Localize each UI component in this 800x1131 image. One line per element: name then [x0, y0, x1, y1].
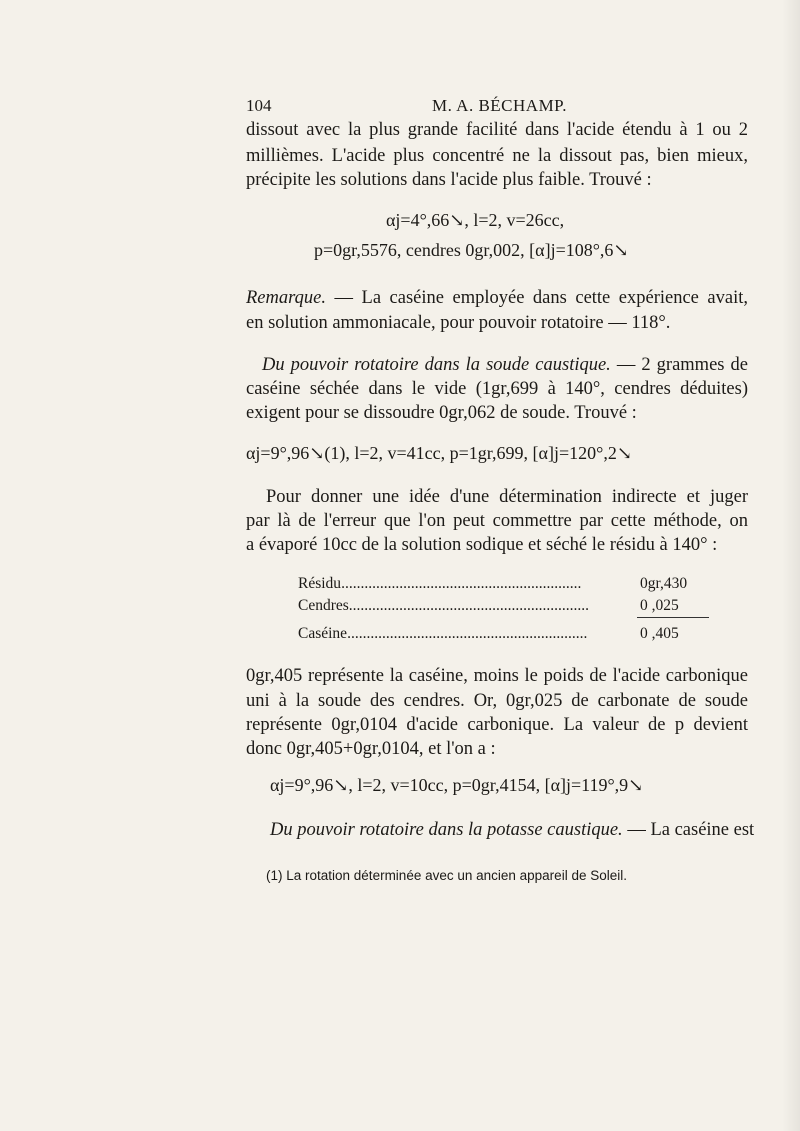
para4-line2: uni à la soude des cendres. Or, 0gr,025 de carbonate de soude [246, 691, 748, 711]
soude-title: Du pouvoir rotatoire dans la soude caustique. [262, 355, 611, 375]
potasse-title: Du pouvoir rotatoire dans la potasse caustique. [270, 820, 623, 840]
soude-text: — 2 grammes de [610, 355, 748, 375]
table-value-cendres: 0 ,025 [640, 597, 679, 614]
sum-rule [637, 617, 709, 618]
para3-line3: a évaporé 10cc de la solution sodique et séché le résidu à 140° : [246, 535, 718, 555]
table-row-residu: Résidu.............................................................. [298, 575, 582, 592]
remarque-line1 [246, 285, 748, 311]
para4-line3: représente 0gr,0104 d'acide carbonique. La valeur de p devient [246, 715, 748, 735]
para1-line2: millièmes. L'acide plus concentré ne la dissout pas, bien mieux, [246, 146, 748, 166]
table-row-caseine: Caséine.............................................................. [298, 625, 588, 642]
page-edge-shadow [782, 0, 800, 1131]
equation-2: αj=9°,96↘(1), l=2, v=41cc, p=1gr,699, [α]j=120°,2↘ [246, 443, 632, 463]
remarque-text: — La caséine employée dans cette expérience avait, [325, 288, 748, 308]
equation-3: αj=9°,96↘, l=2, v=10cc, p=0gr,4154, [α]j=119°,9↘ [270, 775, 644, 795]
para3-line1: Pour donner une idée d'une détermination indirecte et juger [266, 487, 748, 507]
potasse-line [270, 817, 755, 843]
running-title: M. A. BÉCHAMP. [432, 96, 568, 115]
footnote: (1) La rotation déterminée avec un ancien appareil de Soleil. [266, 868, 627, 883]
para3-line2: par là de l'erreur que l'on peut commettre par cette méthode, on [246, 511, 748, 531]
soude-line3: exigent pour se dissoudre 0gr,062 de soude. Trouvé : [246, 403, 637, 423]
page-number: 104 [246, 96, 272, 115]
potasse-text: — La caséine est [622, 820, 755, 840]
equation-1a: αj=4°,66↘, l=2, v=26cc, [386, 210, 565, 230]
table-value-caseine: 0 ,405 [640, 625, 679, 642]
soude-line1 [262, 352, 748, 378]
para4-line4: donc 0gr,405+0gr,0104, et l'on a : [246, 739, 496, 759]
para4-line1: 0gr,405 représente la caséine, moins le poids de l'acide carbonique [246, 666, 748, 686]
para1-line3: précipite les solutions dans l'acide plus faible. Trouvé : [246, 170, 652, 190]
equation-1b: p=0gr,5576, cendres 0gr,002, [α]j=108°,6↘ [314, 240, 629, 260]
table-value-residu: 0gr,430 [640, 575, 688, 592]
remarque-line2: en solution ammoniacale, pour pouvoir rotatoire — 118°. [246, 313, 671, 333]
remarque-label: Remarque. [246, 288, 326, 308]
soude-line2: caséine séchée dans le vide (1gr,699 à 140°, cendres déduites) [246, 379, 748, 399]
table-row-cendres: Cendres.............................................................. [298, 597, 590, 614]
para1-line1: dissout avec la plus grande facilité dans l'acide étendu à 1 ou 2 [246, 120, 748, 140]
